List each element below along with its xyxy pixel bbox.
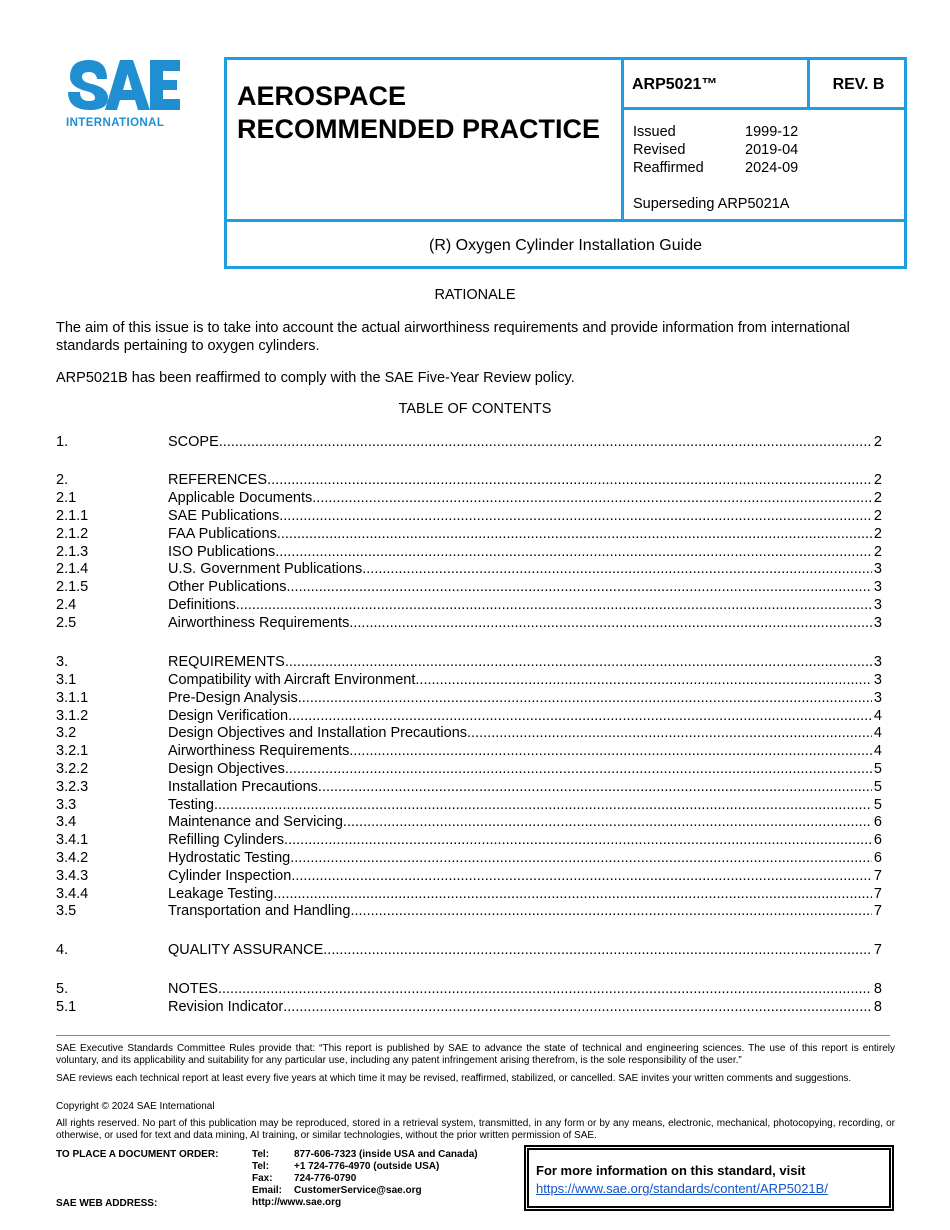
toc-leader bbox=[219, 433, 872, 451]
web-address-label: SAE WEB ADDRESS: bbox=[56, 1198, 158, 1209]
contact-row bbox=[252, 1149, 478, 1161]
document-type-title bbox=[237, 80, 600, 146]
toc-number: 3.5 bbox=[56, 903, 77, 919]
toc-heading: TABLE OF CONTENTS bbox=[398, 401, 552, 417]
date-label: Revised bbox=[633, 142, 686, 158]
toc-page: 3 bbox=[873, 672, 882, 688]
rationale-heading: RATIONALE bbox=[434, 287, 516, 303]
contact-row bbox=[252, 1197, 478, 1209]
order-label: TO PLACE A DOCUMENT ORDER: bbox=[56, 1149, 219, 1160]
toc-label: REQUIREMENTS bbox=[168, 654, 285, 670]
title-line-1: AEROSPACE bbox=[237, 81, 407, 111]
contact-key: Fax: bbox=[252, 1173, 273, 1184]
toc-label: Other Publications bbox=[168, 579, 287, 595]
document-header-box bbox=[224, 57, 907, 269]
toc-page: 2 bbox=[873, 526, 882, 542]
toc-leader bbox=[415, 671, 872, 689]
toc-entry[interactable] bbox=[56, 525, 882, 543]
header-divider bbox=[227, 219, 904, 222]
contact-value: 724-776-0790 bbox=[294, 1173, 357, 1184]
contact-value: +1 724-776-4970 (outside USA) bbox=[294, 1161, 440, 1172]
contact-row bbox=[252, 1161, 478, 1173]
toc-entry[interactable] bbox=[56, 998, 882, 1016]
toc-leader bbox=[288, 707, 872, 725]
toc-entry[interactable] bbox=[56, 543, 882, 561]
toc-leader bbox=[218, 980, 872, 998]
toc-page: 3 bbox=[873, 561, 882, 577]
date-value: 1999-12 bbox=[745, 124, 799, 140]
doc-id-cell bbox=[624, 60, 810, 110]
toc-leader bbox=[277, 525, 872, 543]
toc-label: Installation Precautions bbox=[168, 779, 318, 795]
toc-number: 5. bbox=[56, 981, 69, 997]
sae-logo-letters bbox=[68, 60, 180, 110]
toc-label: Definitions bbox=[168, 597, 236, 613]
toc-label: Maintenance and Servicing bbox=[168, 814, 343, 830]
toc-leader bbox=[291, 867, 872, 885]
toc-page: 2 bbox=[873, 472, 882, 488]
toc-leader bbox=[349, 742, 872, 760]
toc-entry[interactable] bbox=[56, 614, 882, 632]
toc-leader bbox=[290, 849, 872, 867]
toc-label: Leakage Testing bbox=[168, 886, 274, 902]
toc-label: QUALITY ASSURANCE bbox=[168, 942, 324, 958]
toc-page: 6 bbox=[873, 832, 882, 848]
toc-entry[interactable] bbox=[56, 653, 882, 671]
toc-entry[interactable] bbox=[56, 885, 882, 903]
toc-entry[interactable] bbox=[56, 433, 882, 451]
toc-leader bbox=[283, 998, 872, 1016]
toc-label: REFERENCES bbox=[168, 472, 268, 488]
toc-leader bbox=[343, 813, 872, 831]
title-cell bbox=[227, 60, 624, 219]
toc-label: Design Verification bbox=[168, 708, 289, 724]
toc-entry[interactable] bbox=[56, 742, 882, 760]
toc-label: ISO Publications bbox=[168, 544, 276, 560]
toc-label: Hydrostatic Testing bbox=[168, 850, 291, 866]
toc-number: 3.2.1 bbox=[56, 743, 89, 759]
toc-number: 2.1.2 bbox=[56, 526, 89, 542]
toc-leader bbox=[267, 471, 872, 489]
document-number: ARP5021™ bbox=[632, 76, 718, 93]
toc-entry[interactable] bbox=[56, 813, 882, 831]
date-value: 2024-09 bbox=[745, 160, 799, 176]
toc-entry[interactable] bbox=[56, 507, 882, 525]
date-row-reaffirmed bbox=[633, 159, 798, 177]
toc-entry[interactable] bbox=[56, 689, 882, 707]
toc-page: 4 bbox=[873, 743, 882, 759]
toc-page: 7 bbox=[873, 886, 882, 902]
toc-page: 2 bbox=[873, 508, 882, 524]
contact-row bbox=[252, 1173, 478, 1185]
toc-entry[interactable] bbox=[56, 778, 882, 796]
logo-tagline: INTERNATIONAL bbox=[66, 117, 165, 129]
footer-disclaimer: SAE Executive Standards Committee Rules provide that: “This report is published by SAE to advance the state of technical and engineering sciences. The use of this report is entirely voluntary, and its applicability and suitability for any particular use, including any patent infringement arising therefrom, is the sole responsibility of the user.” bbox=[56, 1043, 895, 1066]
toc-entry[interactable] bbox=[56, 941, 882, 959]
toc-leader bbox=[350, 902, 871, 920]
toc-page: 2 bbox=[873, 544, 882, 560]
toc-number: 3.2 bbox=[56, 725, 77, 741]
contact-email[interactable]: CustomerService@sae.org bbox=[294, 1185, 422, 1196]
toc-number: 3.2.3 bbox=[56, 779, 89, 795]
document-subtitle: (R) Oxygen Cylinder Installation Guide bbox=[428, 237, 702, 254]
revision-cell bbox=[810, 60, 907, 110]
toc-number: 3.4.4 bbox=[56, 886, 89, 902]
toc-page: 7 bbox=[873, 868, 882, 884]
toc-number: 3.2.2 bbox=[56, 761, 89, 777]
toc-entry[interactable] bbox=[56, 671, 882, 689]
toc-page: 7 bbox=[873, 942, 882, 958]
toc-number: 3.1.2 bbox=[56, 708, 89, 724]
toc-entry[interactable] bbox=[56, 489, 882, 507]
toc-page: 5 bbox=[873, 797, 882, 813]
toc-page: 6 bbox=[873, 850, 882, 866]
date-list bbox=[633, 123, 798, 177]
toc-leader bbox=[214, 796, 872, 814]
toc-page: 4 bbox=[873, 725, 882, 741]
toc-number: 3.4.2 bbox=[56, 850, 89, 866]
toc-number: 3.1.1 bbox=[56, 690, 89, 706]
toc-label: NOTES bbox=[168, 981, 218, 997]
toc-number: 2.1.3 bbox=[56, 544, 89, 560]
toc-label: Design Objectives and Installation Precautions bbox=[168, 725, 468, 741]
toc-number: 4. bbox=[56, 942, 69, 958]
more-info-title: For more information on this standard, visit bbox=[536, 1163, 806, 1178]
toc-entry[interactable] bbox=[56, 849, 882, 867]
toc-number: 3. bbox=[56, 654, 69, 670]
toc-entry[interactable] bbox=[56, 831, 882, 849]
footer-rights: All rights reserved. No part of this publication may be reproduced, stored in a retrieval system, transmitted, in any form or by any means, electronic, mechanical, photocopying, recording, or otherwise, or used for text and data mining, AI training, or similar technologies, without the prior written permission of SAE. bbox=[56, 1118, 895, 1141]
toc-leader bbox=[362, 560, 872, 578]
toc-page: 3 bbox=[873, 615, 882, 631]
toc-number: 3.1 bbox=[56, 672, 77, 688]
rationale-paragraph: ARP5021B has been reaffirmed to comply with the SAE Five-Year Review policy. bbox=[56, 370, 575, 386]
toc-label: Pre-Design Analysis bbox=[168, 690, 298, 706]
toc-label: SAE Publications bbox=[168, 508, 280, 524]
toc-label: SCOPE bbox=[168, 434, 219, 450]
footer-copyright: Copyright © 2024 SAE International bbox=[56, 1101, 215, 1112]
toc-leader bbox=[349, 614, 872, 632]
toc-number: 5.1 bbox=[56, 999, 77, 1015]
toc-leader bbox=[284, 831, 872, 849]
toc-leader bbox=[285, 653, 872, 671]
contact-block bbox=[252, 1149, 478, 1209]
toc-leader bbox=[236, 596, 872, 614]
toc-entry[interactable] bbox=[56, 724, 882, 742]
toc-leader bbox=[298, 689, 872, 707]
toc-label: Cylinder Inspection bbox=[168, 868, 292, 884]
toc-leader bbox=[273, 885, 872, 903]
toc-number: 3.4.1 bbox=[56, 832, 89, 848]
toc-label: FAA Publications bbox=[168, 526, 277, 542]
more-info-box bbox=[527, 1148, 891, 1208]
toc-page: 7 bbox=[873, 903, 882, 919]
toc-leader bbox=[323, 941, 872, 959]
toc-leader bbox=[467, 724, 872, 742]
rationale-paragraph: The aim of this issue is to take into account the actual airworthiness requirements and provide information from international standards pertaining to oxygen cylinders. bbox=[56, 320, 850, 354]
toc-number: 2. bbox=[56, 472, 69, 488]
date-value: 2019-04 bbox=[745, 142, 799, 158]
toc-entry[interactable] bbox=[56, 760, 882, 778]
toc-entry[interactable] bbox=[56, 707, 882, 725]
toc-page: 3 bbox=[873, 654, 882, 670]
toc-page: 3 bbox=[873, 690, 882, 706]
toc-page: 4 bbox=[873, 708, 882, 724]
contact-key: Tel: bbox=[252, 1149, 270, 1160]
toc-number: 2.1.1 bbox=[56, 508, 89, 524]
toc-number: 3.4.3 bbox=[56, 868, 89, 884]
toc-number: 2.1.4 bbox=[56, 561, 89, 577]
contact-key: Email: bbox=[252, 1185, 283, 1196]
toc-label: Airworthiness Requirements bbox=[168, 615, 350, 631]
contact-value: 877-606-7323 (inside USA and Canada) bbox=[294, 1149, 478, 1160]
toc-number: 2.1 bbox=[56, 490, 77, 506]
standard-url-link[interactable]: https://www.sae.org/standards/content/ARP5021B/ bbox=[536, 1181, 828, 1196]
toc-number: 2.4 bbox=[56, 597, 77, 613]
toc-label: Design Objectives bbox=[168, 761, 285, 777]
toc-page: 6 bbox=[873, 814, 882, 830]
toc-leader bbox=[279, 507, 872, 525]
toc-number: 3.3 bbox=[56, 797, 77, 813]
toc-label: Compatibility with Aircraft Environment bbox=[168, 672, 416, 688]
toc-leader bbox=[275, 543, 872, 561]
title-line-2: RECOMMENDED PRACTICE bbox=[237, 114, 601, 144]
toc-page: 8 bbox=[873, 999, 882, 1015]
toc-label: Testing bbox=[168, 797, 214, 813]
toc-page: 2 bbox=[873, 434, 882, 450]
contact-row bbox=[252, 1185, 478, 1197]
superseding-note: Superseding ARP5021A bbox=[633, 196, 790, 212]
toc-label: Transportation and Handling bbox=[168, 903, 351, 919]
toc-page: 2 bbox=[873, 490, 882, 506]
contact-key: Tel: bbox=[252, 1161, 270, 1172]
toc-entry[interactable] bbox=[56, 560, 882, 578]
toc-page: 3 bbox=[873, 579, 882, 595]
date-row-issued bbox=[633, 123, 798, 141]
toc-page: 3 bbox=[873, 597, 882, 613]
date-label: Issued bbox=[633, 124, 676, 140]
footer-review-note: SAE reviews each technical report at least every five years at which time it may be revised, reaffirmed, stabilized, or cancelled. SAE invites your written comments and suggestions. bbox=[56, 1073, 852, 1084]
toc-number: 1. bbox=[56, 434, 69, 450]
toc-page: 5 bbox=[873, 779, 882, 795]
toc-leader bbox=[285, 760, 872, 778]
toc-label: Airworthiness Requirements bbox=[168, 743, 350, 759]
toc-leader bbox=[318, 778, 872, 796]
toc-entry[interactable] bbox=[56, 596, 882, 614]
toc-entry[interactable] bbox=[56, 796, 882, 814]
toc-page: 5 bbox=[873, 761, 882, 777]
toc-entry[interactable] bbox=[56, 980, 882, 998]
toc-number: 3.4 bbox=[56, 814, 77, 830]
toc-label: Refilling Cylinders bbox=[168, 832, 285, 848]
toc-label: U.S. Government Publications bbox=[168, 561, 363, 577]
toc-number: 2.5 bbox=[56, 615, 77, 631]
toc-entry[interactable] bbox=[56, 867, 882, 885]
toc-page: 8 bbox=[873, 981, 882, 997]
toc-leader bbox=[312, 489, 872, 507]
footer-divider bbox=[56, 1035, 890, 1036]
toc-entry[interactable] bbox=[56, 471, 882, 489]
toc-label: Applicable Documents bbox=[168, 490, 313, 506]
toc-leader bbox=[286, 578, 871, 596]
toc-entry[interactable] bbox=[56, 578, 882, 596]
revision-label: REV. B bbox=[832, 76, 885, 93]
date-label: Reaffirmed bbox=[633, 160, 704, 176]
web-address-link[interactable]: http://www.sae.org bbox=[252, 1197, 342, 1208]
date-row-revised bbox=[633, 141, 798, 159]
toc-entry[interactable] bbox=[56, 902, 882, 920]
toc-label: Revision Indicator bbox=[168, 999, 284, 1015]
toc-number: 2.1.5 bbox=[56, 579, 89, 595]
